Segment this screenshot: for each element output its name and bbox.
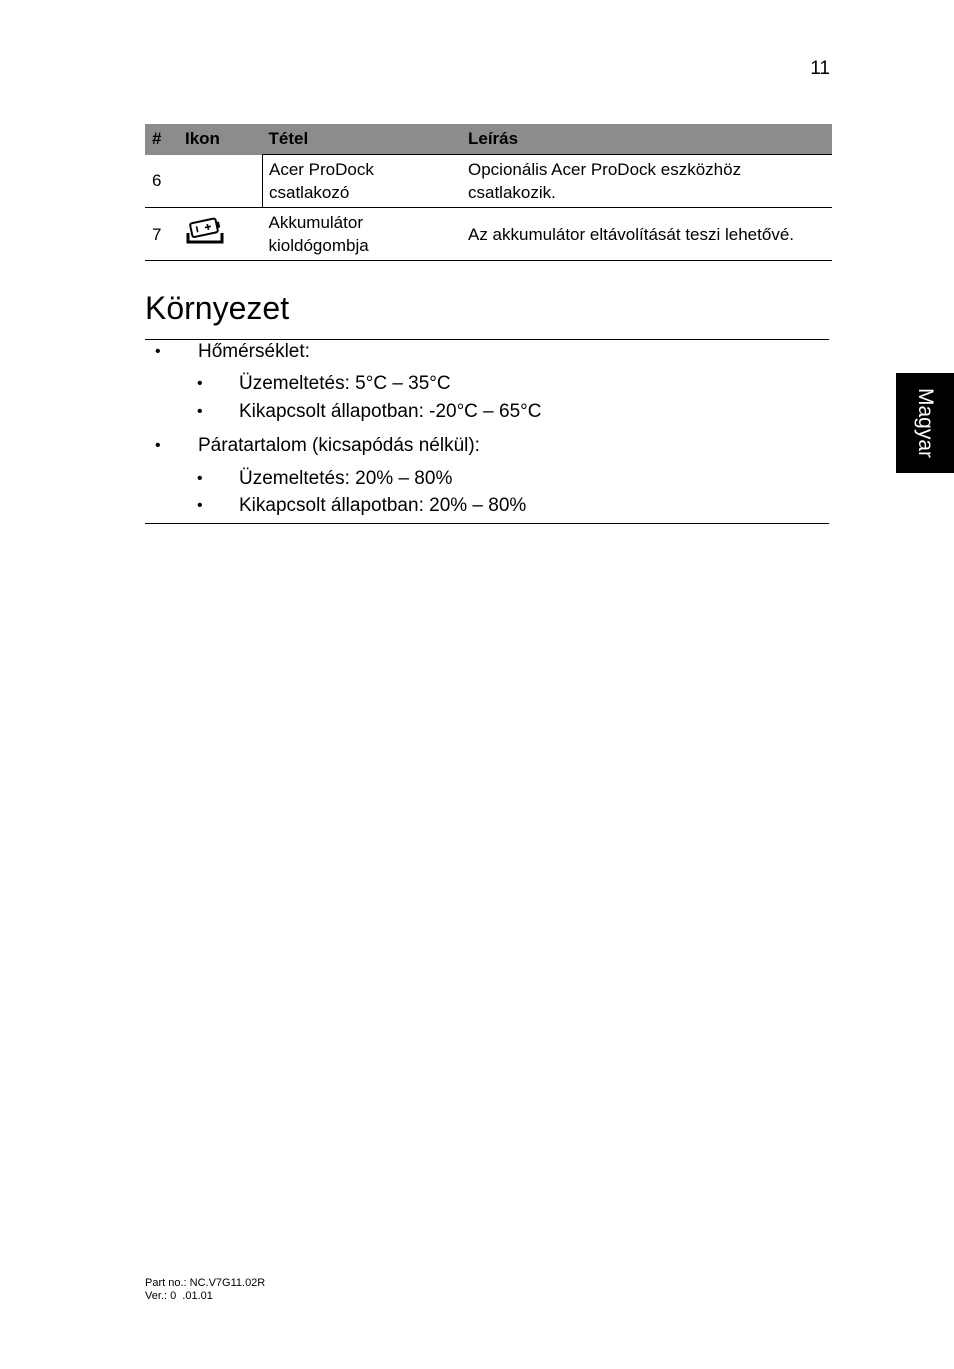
- temperature-operating: Üzemeltetés: 5°C – 35°C: [239, 373, 451, 394]
- table-header-row: [145, 124, 832, 155]
- bullet-marker: •: [197, 497, 203, 514]
- bullet-marker: •: [197, 403, 203, 420]
- humidity-operating: Üzemeltetés: 20% – 80%: [239, 468, 453, 489]
- row-description: [462, 155, 832, 208]
- version: Ver.: 0 .01.01: [145, 1290, 213, 1302]
- section-divider-bottom: [145, 523, 829, 524]
- header-icon: Ikon: [179, 124, 263, 155]
- temperature-label: Hőmérséklet:: [198, 341, 310, 362]
- row-item: [263, 155, 463, 208]
- row-description-line: csatlakozik.: [468, 183, 556, 202]
- bullet-marker: •: [197, 375, 203, 392]
- row-item-line: kioldógombja: [268, 236, 369, 255]
- part-number: Part no.: NC.V7G11.02R: [145, 1277, 266, 1289]
- component-table: [145, 124, 832, 261]
- footer: [145, 1277, 265, 1303]
- header-item: Tétel: [263, 124, 463, 155]
- humidity-off: Kikapcsolt állapotban: 20% – 80%: [239, 495, 527, 516]
- bullet-marker: •: [155, 343, 161, 360]
- section-divider-top: [145, 339, 829, 340]
- battery-release-icon: [185, 216, 225, 246]
- row-item-line: csatlakozó: [269, 183, 350, 202]
- language-tab: [896, 373, 954, 473]
- bullet-marker: •: [155, 437, 161, 454]
- row-number: 6: [145, 155, 179, 208]
- table-row: [145, 155, 832, 208]
- temperature-off: Kikapcsolt állapotban: -20°C – 65°C: [239, 401, 542, 422]
- row-number: 7: [145, 208, 179, 261]
- header-number: #: [145, 124, 179, 155]
- row-item-line: Akkumulátor: [268, 213, 363, 232]
- header-description: Leírás: [462, 124, 832, 155]
- language-tab-label: Magyar: [914, 387, 937, 459]
- bullet-marker: •: [197, 470, 203, 487]
- table-row: [145, 208, 832, 261]
- row-description: [462, 208, 832, 261]
- row-description-line: Opcionális Acer ProDock eszközhöz: [468, 160, 742, 179]
- row-description-line: Az akkumulátor eltávolítását teszi lehetővé.: [468, 224, 794, 244]
- row-icon-cell: [179, 155, 263, 208]
- row-item: [263, 208, 463, 261]
- section-title: Környezet: [145, 290, 290, 326]
- page-number: 11: [810, 58, 830, 79]
- humidity-label: Páratartalom (kicsapódás nélkül):: [198, 435, 480, 456]
- row-icon-cell: [179, 208, 263, 261]
- row-item-line: Acer ProDock: [269, 160, 374, 179]
